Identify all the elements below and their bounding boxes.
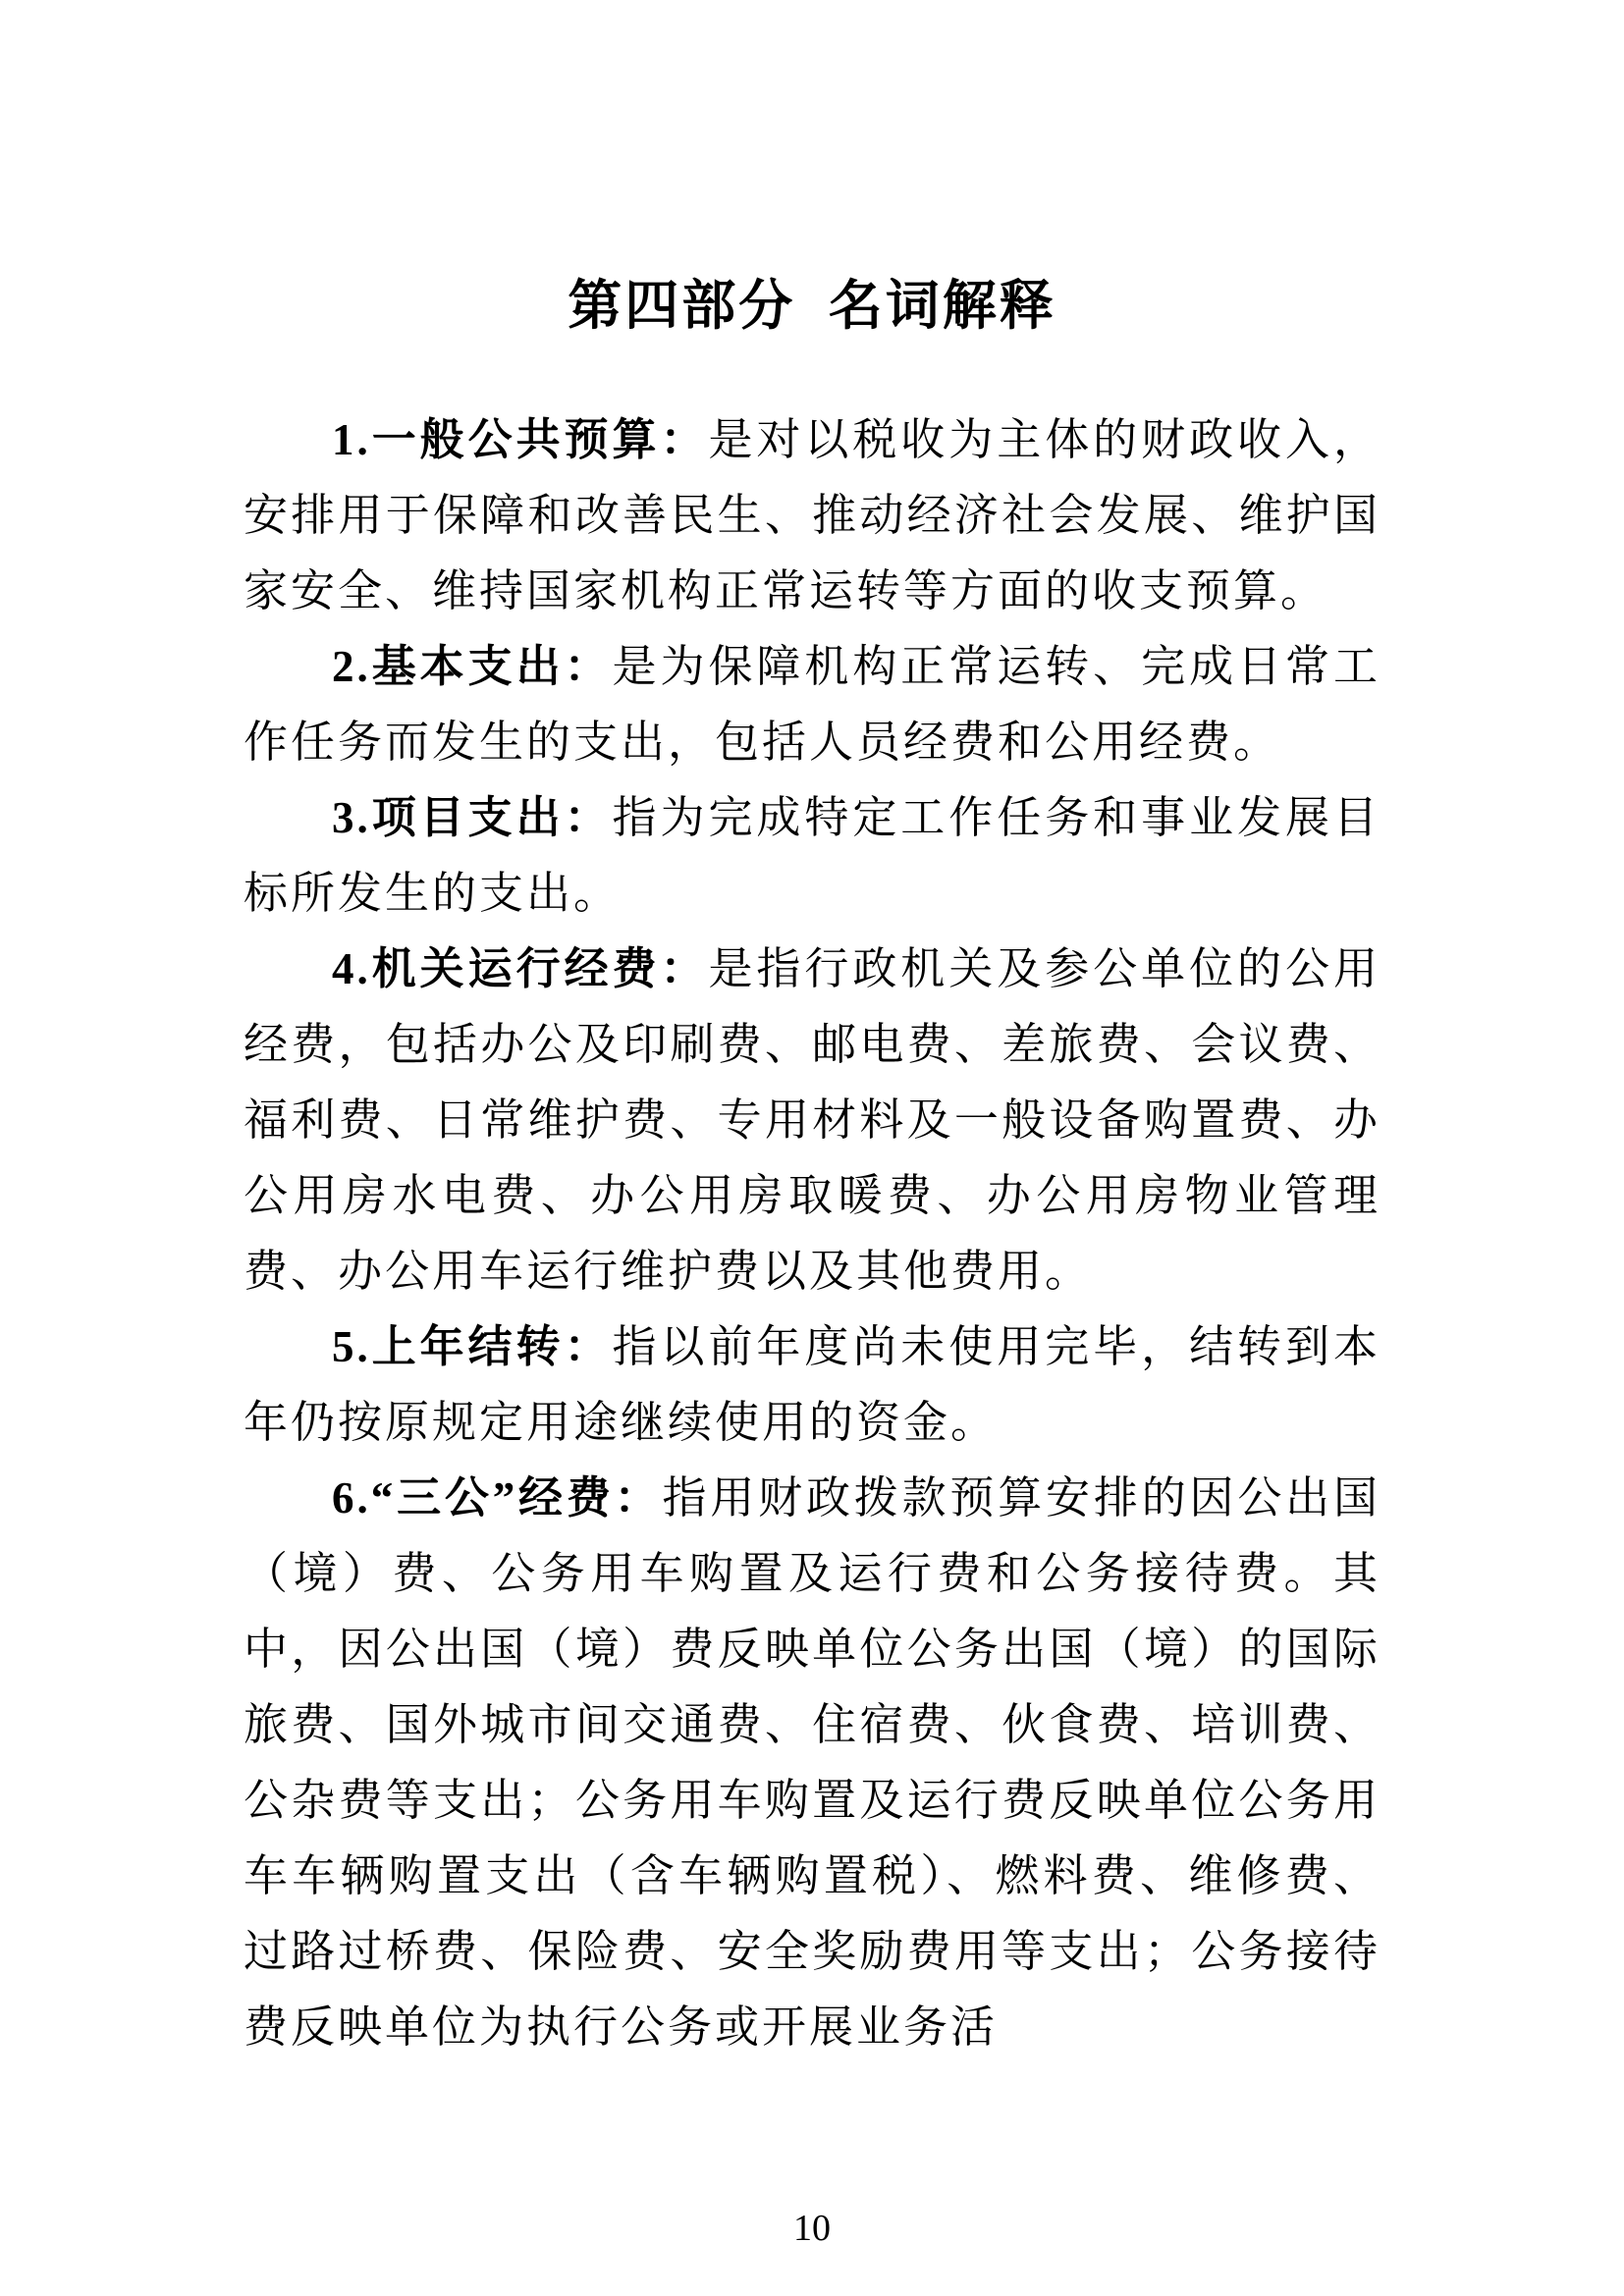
term-label: 6.“三公”经费： [332, 1473, 663, 1522]
paragraph-basic-expenditure [244, 629, 1380, 780]
term-label: 2.基本支出： [332, 642, 613, 691]
paragraph-general-public-budget [244, 402, 1380, 629]
paragraph-project-expenditure [244, 780, 1380, 932]
term-definition: 是对以税收为主体的财政收入，安排用于保障和改善民生、推动经济社会发展、维护国家安全、维持国家机构正常运转等方面的收支预算。 [244, 415, 1380, 615]
term-label: 5.上年结转： [332, 1322, 613, 1371]
term-definition: 指用财政拨款预算安排的因公出国（境）费、公务用车购置及运行费和公务接待费。其中，因公出国（境）费反映单位公务出国（境）的国际旅费、国外城市间交通费、住宿费、伙食费、培训费、公杂费等支出；公务用车购置及运行费反映单位公务用车车辆购置支出（含车辆购置税）、燃料费、维修费、过路过桥费、保险费、安全奖励费用等支出；公务接待费反映单位为执行公务或开展业务活 [244, 1473, 1380, 2052]
paragraph-carryover-funds [244, 1309, 1380, 1461]
term-label: 1.一般公共预算： [332, 415, 709, 464]
term-definition: 是为保障机构正常运转、完成日常工作任务而发生的支出，包括人员经费和公用经费。 [244, 642, 1380, 767]
page-title: 第四部分 名词解释 [568, 276, 1056, 336]
document-body [244, 402, 1380, 2065]
page-number: 10 [793, 2208, 831, 2249]
term-definition: 指以前年度尚未使用完毕，结转到本年仍按原规定用途继续使用的资金。 [244, 1322, 1380, 1447]
term-definition: 是指行政机关及参公单位的公用经费，包括办公及印刷费、邮电费、差旅费、会议费、福利费、日常维护费、专用材料及一般设备购置费、办公用房水电费、办公用房取暖费、办公用房物业管理费、办公用车运行维护费以及其他费用。 [244, 944, 1380, 1296]
paragraph-agency-operating-funds [244, 932, 1380, 1309]
paragraph-three-public-expenses [244, 1461, 1380, 2065]
term-definition: 指为完成特定工作任务和事业发展目标所发生的支出。 [244, 793, 1380, 918]
term-label: 4.机关运行经费： [332, 944, 709, 993]
term-label: 3.项目支出： [332, 793, 613, 842]
